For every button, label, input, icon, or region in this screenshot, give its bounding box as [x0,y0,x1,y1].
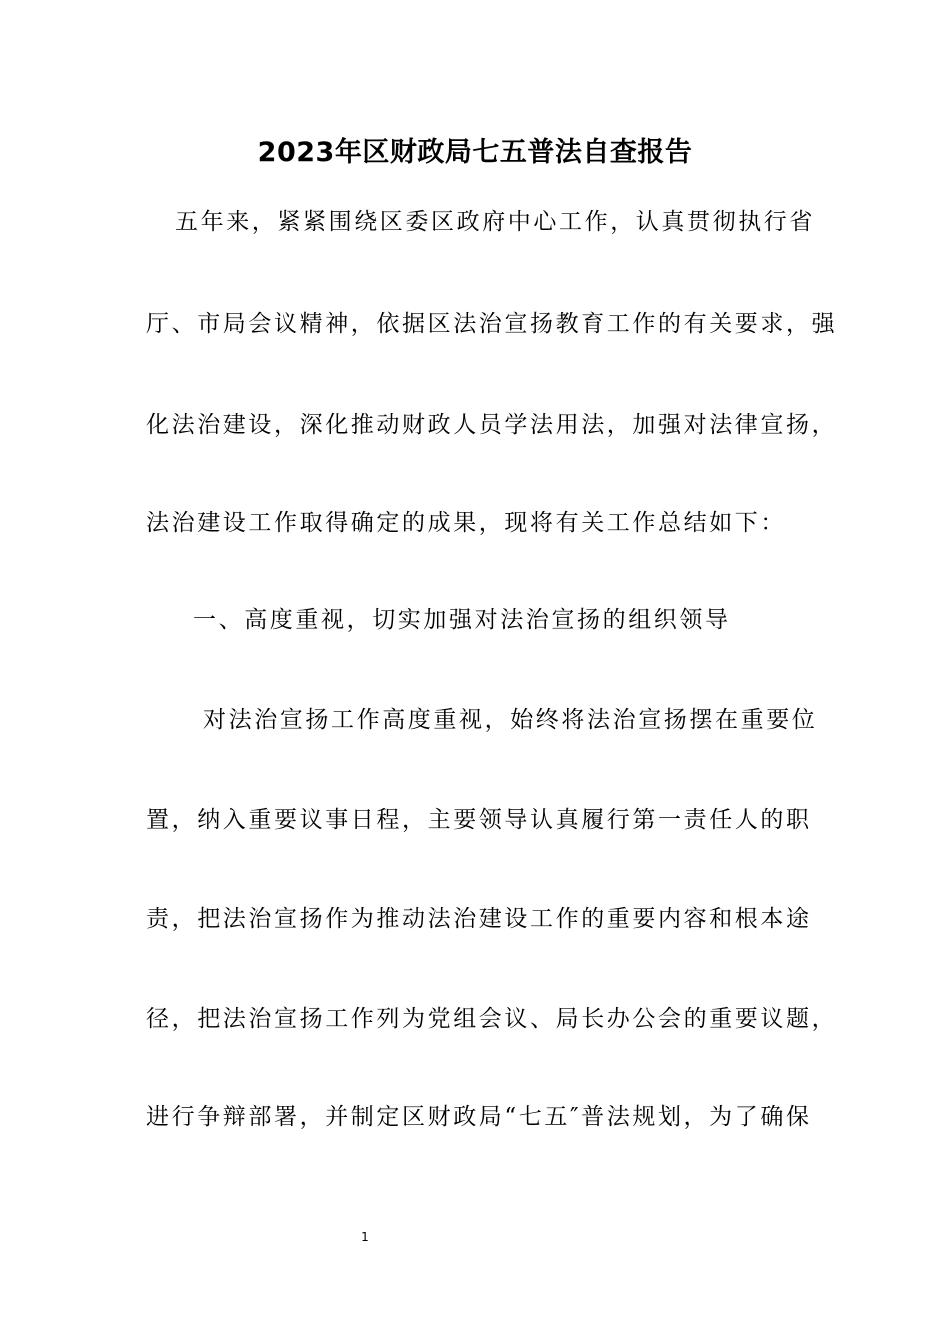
page-number: 1 [361,1230,369,1244]
paragraph-line: 五年来，紧紧围绕区委区政府中心工作，认真贯彻执行省 [175,209,815,235]
document-title: 2023年区财政局七五普法自查报告 [257,137,693,168]
paragraph-line: 对法治宣扬工作高度重视，始终将法治宣扬摆在重要位 [203,707,818,733]
paragraph-line: 责，把法治宣扬作为推动法治建设工作的重要内容和根本途 [146,906,812,932]
paragraph-line: 法治建设工作取得确定的成果，现将有关工作总结如下： [146,510,786,536]
paragraph-line: 化法治建设，深化推动财政人员学法用法，加强对法律宣扬， [146,412,838,438]
section-heading: 一、高度重视，切实加强对法治宣扬的组织领导 [193,607,731,633]
paragraph-line: 进行争辩部署，并制定区财政局“七五″普法规划，为了确保 [146,1104,812,1130]
paragraph-line: 置，纳入重要议事日程，主要领导认真履行第一责任人的职 [146,807,812,833]
paragraph-line: 厅、市局会议精神，依据区法治宣扬教育工作的有关要求，强 [146,311,838,337]
paragraph-line: 径，把法治宣扬工作列为党组会议、局长办公会的重要议题， [146,1006,838,1032]
